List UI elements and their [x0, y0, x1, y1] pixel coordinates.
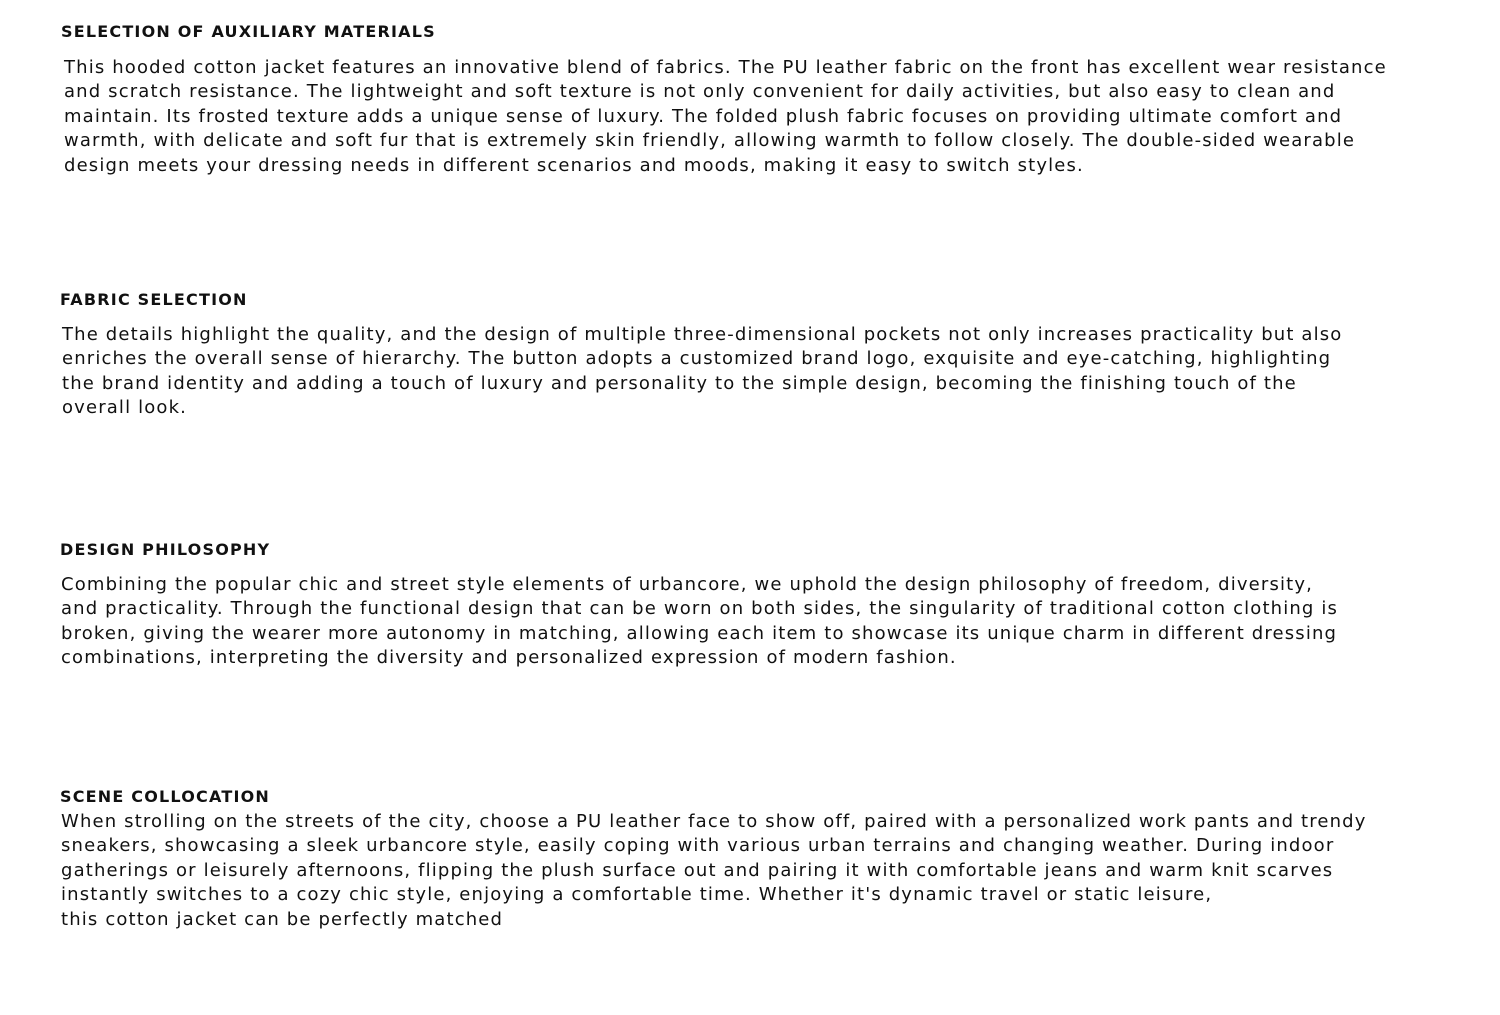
section-heading: DESIGN PHILOSOPHY [60, 540, 271, 559]
section-body: Combining the popular chic and street style elements of urbancore, we uphold the design philosophy of freedom, diversity, and practicality. Through the functional design that can be worn on both sides, the singularity of traditional cotton clothing is broken, giving the wearer more autonomy in matching, allowing each item to showcase its unique charm in different dressing combinations, interpreting the diversity and personalized expression of modern fashion. [61, 574, 1339, 669]
section-scene-collocation [60, 787, 1470, 932]
section-heading: SCENE COLLOCATION [60, 787, 270, 806]
section-body: When strolling on the streets of the city, choose a PU leather face to show off, paired with a personalized work pants and trendy sneakers, showcasing a sleek urbancore style, easily coping with various urban terrains and changing weather. During indoor gatherings or leisurely afternoons, flipping the plush surface out and pairing it with comfortable jeans and warm knit scarves instantly switches to a cozy chic style, enjoying a comfortable time. Whether it's dynamic travel or static leisure, this cotton jacket can be perfectly matched [61, 811, 1367, 930]
section-design-philosophy [60, 540, 1470, 671]
section-auxiliary-materials [60, 22, 1470, 178]
section-body: The details highlight the quality, and the design of multiple three-dimensional pockets not only increases practicality but also enriches the overall sense of hierarchy. The button adopts a customized brand logo, exquisite and eye-catching, highlighting the brand identity and adding a touch of luxury and personality to the simple design, becoming the finishing touch of the overall look. [62, 324, 1343, 419]
section-body: This hooded cotton jacket features an innovative blend of fabrics. The PU leather fabric on the front has excellent wear resistance and scratch resistance. The lightweight and soft texture is not only convenient for daily activities, but also easy to clean and maintain. Its frosted texture adds a unique sense of luxury. The folded plush fabric focuses on providing ultimate comfort and warmth, with delicate and soft fur that is extremely skin friendly, allowing warmth to follow closely. The double-sided wearable design meets your dressing needs in different scenarios and moods, making it easy to switch styles. [64, 57, 1387, 176]
section-heading: SELECTION OF AUXILIARY MATERIALS [61, 22, 436, 41]
section-fabric-selection [60, 290, 1470, 421]
section-heading: FABRIC SELECTION [60, 290, 248, 309]
